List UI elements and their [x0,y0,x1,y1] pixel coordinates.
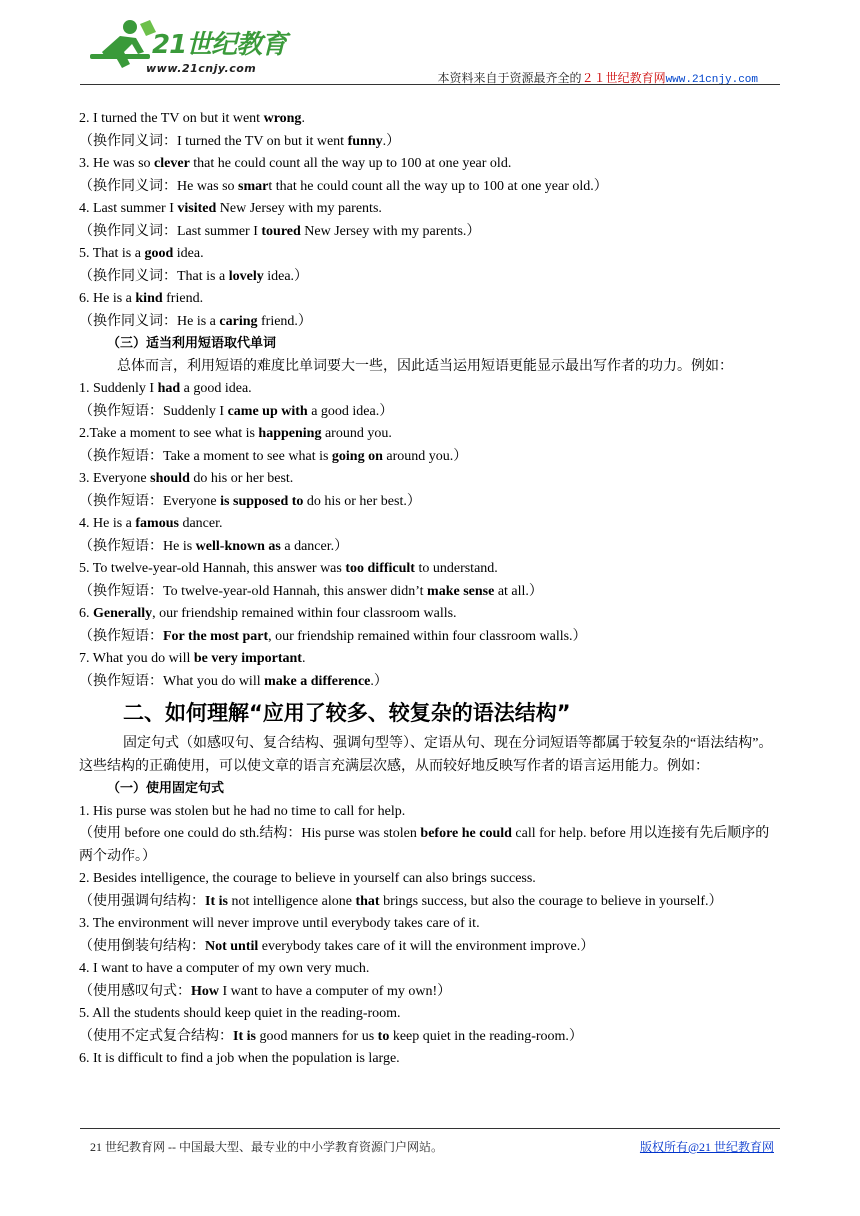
text-line [79,491,781,514]
text-segment: （换作短语：Suddenly I [79,403,228,419]
bold-keyword: toured [261,223,301,239]
text-segment: I want to have a computer of my own!） [219,983,452,999]
text-segment: （使用感叹句式： [79,983,191,999]
text-segment: idea.） [263,268,309,284]
text-segment: 总体而言，利用短语的难度比单词要大一些，因此适当运用短语更能显示最出写作者的功力。例如： [117,358,733,374]
text-line [79,513,781,536]
text-segment: idea. [173,246,204,261]
text-line [79,176,781,199]
text-segment: friend. [162,291,204,306]
text-line [79,221,781,244]
bold-keyword: caring [219,313,258,329]
header-note-brand[interactable]: ２１世纪教育网 [581,71,666,85]
header-divider [80,84,780,85]
text-segment: 4. He is a [79,516,136,531]
text-segment: everybody takes care of it will the environment improve.） [258,938,595,954]
text-line [79,401,781,424]
document-body [79,108,781,1071]
text-segment: at all.） [494,583,543,599]
text-line [79,356,781,379]
text-segment: do his or her best. [189,471,294,486]
text-segment: do his or her best.） [303,493,421,509]
bold-keyword: to [377,1028,390,1044]
bold-keyword: kind [135,291,163,306]
bold-keyword: well-known as [195,538,281,554]
text-segment: .） [382,133,401,149]
text-segment: （换作短语：Take a moment to see what is [79,448,332,464]
bold-keyword: lovely [228,268,264,284]
text-segment: . [301,651,306,666]
bold-keyword: funny [347,133,383,149]
text-line [79,936,781,959]
text-segment: （换作同义词：That is a [79,268,229,284]
text-line [79,266,781,289]
text-segment: （三）适当利用短语取代单词 [107,336,277,351]
text-segment: 固定句式（如感叹句、复合结构、强调句型等）、定语从句、现在分词短语等都属于较复杂的“语法结构”。这些结构的正确使用，可以使文章的语言充满层次感，从而较好地反映写作者的语言运用能力。例如： [79,736,773,774]
text-segment: , our friendship remained within four classroom walls.） [268,628,587,644]
text-segment: （换作同义词：I turned the TV on but it went [79,133,348,149]
text-segment: brings success, but also the courage to believe in yourself.） [379,893,723,909]
text-line [79,823,781,868]
text-segment: call for help. before 用以连接有先后顺序的两个动作。） [79,826,770,864]
text-line [79,468,781,491]
text-segment: 3. Everyone [79,471,151,486]
bold-keyword: It is [233,1028,256,1044]
text-segment: dancer. [178,516,223,531]
text-segment: （换作短语：Everyone [79,493,221,509]
text-segment: around you.） [382,448,468,464]
text-segment: 1. His purse was stolen but he had no time to call for help. [79,803,406,819]
text-segment: （换作短语：To twelve-year-old Hannah, this answer didn’t [79,583,428,599]
text-segment: （换作短语：He is [79,538,196,554]
bold-keyword: is supposed to [220,493,304,509]
footer-copyright-link[interactable]: 版权所有@21 世纪教育网 [639,1140,774,1154]
text-line [79,913,781,936]
text-segment: 6. [79,606,93,621]
bold-keyword: before he could [420,826,512,841]
text-line [79,801,781,824]
text-line [79,153,781,176]
text-segment: （使用 before one could do sth.结构：His purse was stolen [79,826,421,841]
text-segment: 2. Besides intelligence, the courage to believe in yourself can also brings success. [79,871,536,886]
text-line [79,648,781,671]
text-segment: .） [370,673,388,689]
text-segment: 5. That is a [79,246,145,261]
text-line [79,198,781,221]
bold-keyword: make a difference [264,673,371,689]
text-line [79,1026,781,1049]
bold-keyword: wrong [263,111,302,126]
text-segment: t that he could count all the way up to 100 at one year old.） [268,178,608,194]
logo-text: 21世纪教育 [152,30,287,60]
text-segment: （使用不定式复合结构： [79,1028,233,1044]
text-segment: . [301,111,305,126]
text-segment: 6. He is a [79,291,136,306]
text-segment: （换作短语： [79,628,163,644]
subsection-heading [79,333,781,356]
text-segment: （使用强调句结构： [79,893,205,909]
page-header [0,0,860,90]
bold-keyword: too difficult [345,561,415,576]
text-segment: around you. [321,426,392,441]
text-segment: 3. He was so [79,156,155,171]
bold-keyword: Generally [93,606,153,621]
bold-keyword: had [157,381,181,396]
bold-keyword: For the most part [163,628,269,644]
text-line [79,108,781,131]
header-note-prefix: 本资料来自于资源最齐全的 [437,71,582,85]
bold-keyword: Not until [205,938,259,954]
text-segment: New Jersey with my parents.） [300,223,481,239]
text-segment: （使用倒装句结构： [79,938,205,954]
text-line [79,981,781,1004]
text-line [79,131,781,154]
text-line [79,868,781,891]
bold-keyword: came up with [227,403,308,419]
text-segment: 5. All the students should keep quiet in the reading-room. [79,1006,401,1021]
bold-keyword: How [191,983,219,999]
text-segment: （一）使用固定句式 [107,781,225,796]
text-segment: good manners for us [255,1028,378,1044]
text-segment: a dancer.） [280,538,349,554]
text-segment: （换作短语：What you do will [79,673,265,689]
section-heading [79,693,781,733]
text-line [79,671,781,694]
footer-divider [80,1128,780,1129]
text-segment: New Jersey with my parents. [216,201,382,216]
text-line [79,558,781,581]
text-line [79,378,781,401]
bold-keyword: should [150,471,190,486]
text-line [79,891,781,914]
text-segment: not intelligence alone [227,893,356,909]
text-line [79,958,781,981]
text-segment: （换作同义词：Last summer I [79,223,262,239]
text-line [79,626,781,649]
text-segment: 2.Take a moment to see what is [79,426,259,441]
text-line [79,733,781,778]
text-line [79,1003,781,1026]
bold-keyword: that [355,893,380,909]
text-segment: 4. Last summer I [79,201,178,216]
text-segment: 4. I want to have a computer of my own very much. [79,961,370,976]
logo-url: www.21cnjy.com [146,62,257,75]
bold-keyword: be very important [193,651,302,666]
bold-keyword: make sense [427,583,495,599]
text-segment: 5. To twelve-year-old Hannah, this answer was [79,561,346,576]
text-line [79,536,781,559]
bold-keyword: famous [135,516,179,531]
header-note-url[interactable]: www.21cnjy.com [665,74,758,86]
text-segment: that he could count all the way up to 100 at one year old. [189,156,512,171]
text-segment: a good idea.） [307,403,394,419]
text-line [79,603,781,626]
text-segment: 7. What you do will [79,651,194,666]
text-segment: 1. Suddenly I [79,381,158,396]
text-segment: 3. The environment will never improve until everybody takes care of it. [79,916,480,931]
text-segment: 6. It is difficult to find a job when the population is large. [79,1051,400,1066]
text-line [79,243,781,266]
bold-keyword: good [144,246,174,261]
bold-keyword: visited [177,201,217,216]
bold-keyword: smar [238,178,269,194]
text-line [79,581,781,604]
text-line [79,311,781,334]
text-line [79,288,781,311]
bold-keyword: going on [331,448,383,464]
bold-keyword: happening [258,426,322,441]
text-segment: 2. I turned the TV on but it went [79,111,264,126]
bold-keyword: clever [154,156,190,171]
text-line [79,1048,781,1071]
text-segment: a good idea. [180,381,252,396]
bold-keyword: It is [205,893,228,909]
text-segment: 二、如何理解“应用了较多、较复杂的语法结构” [123,701,571,725]
text-segment: to understand. [414,561,498,576]
footer-text: 21 世纪教育网 -- 中国最大型、最专业的中小学教育资源门户网站。 [90,1140,443,1154]
text-segment: friend.） [257,313,312,329]
text-segment: keep quiet in the reading-room.） [389,1028,583,1044]
text-segment: , our friendship remained within four classroom walls. [152,606,457,621]
text-segment: （换作同义词：He is a [79,313,220,329]
text-line [79,446,781,469]
text-line [79,423,781,446]
subsection-heading [79,778,781,801]
text-segment: （换作同义词：He was so [79,178,239,194]
